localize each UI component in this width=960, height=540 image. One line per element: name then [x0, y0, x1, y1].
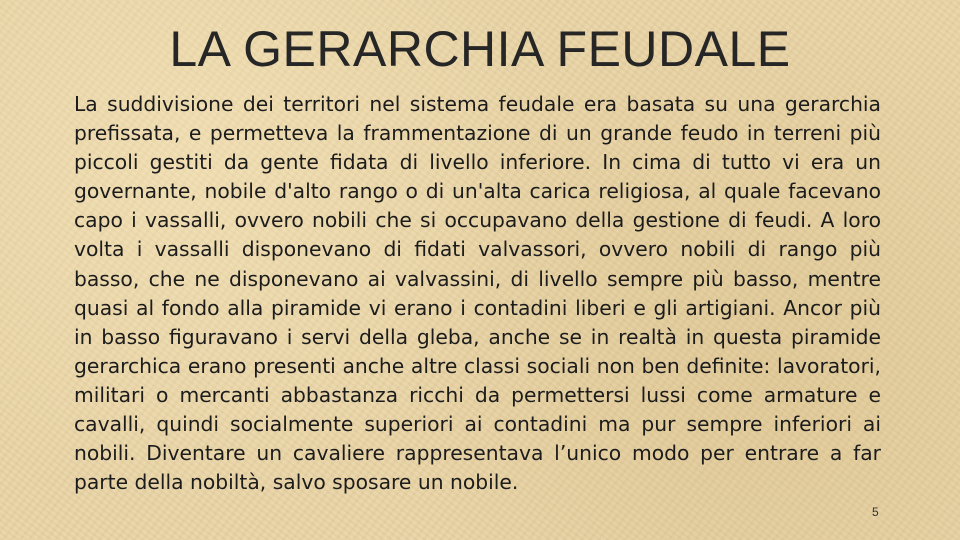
- slide-body-text: La suddivisione dei territori nel sistema feudale era basata su una gerarchia prefissata, e permetteva la frammentazione di un grande feudo in terreni più piccoli gestiti da gente fidata di livello inferiore. In cima di tutto vi era un governante, nobile d'alto rango o di un'alta carica religiosa, al quale facevano capo i vassalli, ovvero nobili che si occupavano della gestione di feudi. A loro volta i vassalli disponevano di fidati valvassori, ovvero nobili di rango più basso, che ne disponevano ai valvassini, di livello sempre più basso, mentre quasi al fondo alla piramide vi erano i contadini liberi e gli artigiani. Ancor più in basso figuravano i servi della gleba, anche se in realtà in questa piramide gerarchica erano presenti anche altre classi sociali non ben definite: lavoratori, militari o mercanti abbastanza ricchi da permettersi lussi come armature e cavalli, quindi socialmente superiori ai contadini ma pur sempre inferiori ai nobili. Diventare un cavaliere rappresentava l’unico modo per entrare a far parte della nobiltà, salvo sposare un nobile.: [74, 92, 881, 495]
- slide-title: LA GERARCHIA FEUDALE: [169, 21, 791, 77]
- page-number: 5: [872, 505, 879, 519]
